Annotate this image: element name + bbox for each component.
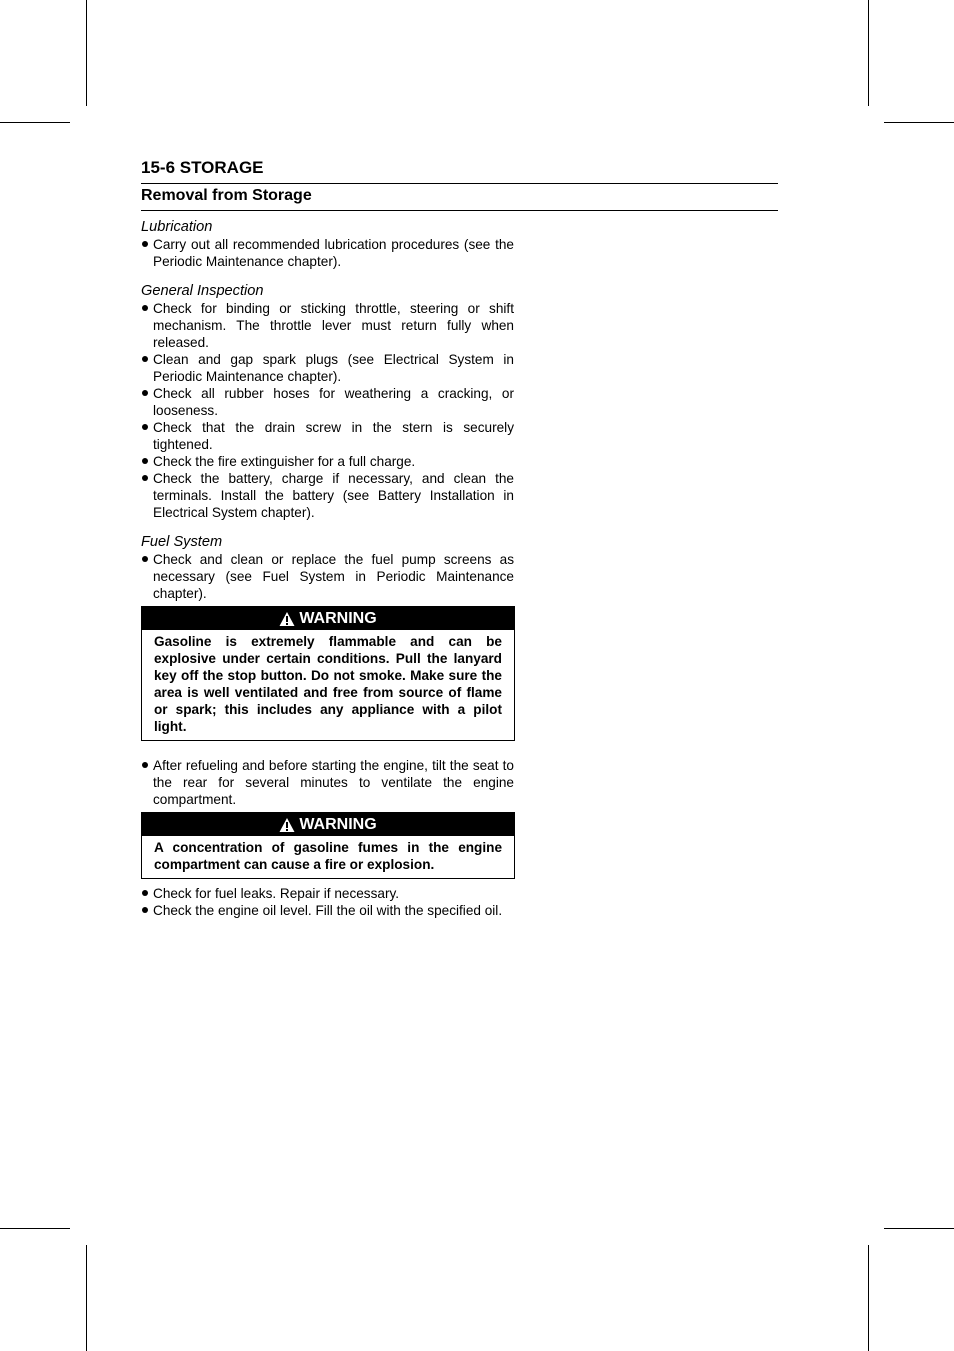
header-rule-top	[141, 183, 778, 184]
fuel-system-list-b	[141, 757, 514, 808]
list-item: Check that the drain screw in the stern is securely tightened.	[141, 419, 514, 453]
crop-mark-bottom-right-horizontal	[884, 1228, 954, 1229]
list-item: Carry out all recommended lubrication procedures (see the Periodic Maintenance chapter).	[141, 236, 514, 270]
crop-mark-bottom-left-horizontal	[0, 1228, 70, 1229]
fuel-system-list-c	[141, 885, 514, 919]
list-item: Check the battery, charge if necessary, and clean the terminals. Install the battery (see Battery Installation in Electrical System chapter).	[141, 470, 514, 521]
page-title: 15-6 STORAGE	[141, 158, 264, 177]
list-item: Check for binding or sticking throttle, steering or shift mechanism. The throttle lever must return fully when released.	[141, 300, 514, 351]
list-item: Check and clean or replace the fuel pump screens as necessary (see Fuel System in Periodic Maintenance chapter).	[141, 551, 514, 602]
list-item: Clean and gap spark plugs (see Electrical System in Periodic Maintenance chapter).	[141, 351, 514, 385]
fuel-system-list-a	[141, 551, 514, 602]
warning-label: WARNING	[299, 610, 377, 627]
list-item: Check the fire extinguisher for a full charge.	[141, 453, 514, 470]
warning-text: Gasoline is extremely flammable and can be explosive under certain conditions. Pull the lanyard key off the stop button. Do not smoke. Make sure the area is well ventilated and free from source of flame or spark; this includes any appliance with a pilot light.	[154, 634, 502, 734]
warning-text: A concentration of gasoline fumes in the engine compartment can cause a fire or explosion.	[154, 840, 502, 872]
content-column	[141, 218, 514, 919]
list-item: Check for fuel leaks. Repair if necessary.	[141, 885, 514, 902]
crop-mark-top-right-vertical	[868, 0, 869, 106]
warning-triangle-icon	[279, 817, 295, 833]
crop-mark-bottom-right-vertical	[868, 1245, 869, 1351]
general-inspection-heading: General Inspection	[141, 283, 264, 299]
lubrication-heading: Lubrication	[141, 219, 213, 235]
crop-mark-bottom-left-vertical	[86, 1245, 87, 1351]
header-rule-bottom	[141, 210, 778, 211]
list-item: Check all rubber hoses for weathering a cracking, or looseness.	[141, 385, 514, 419]
warning-triangle-icon	[279, 611, 295, 627]
fuel-system-heading: Fuel System	[141, 534, 223, 550]
crop-mark-top-right-horizontal	[884, 122, 954, 123]
warning-header	[142, 607, 514, 630]
warning-header	[142, 813, 514, 836]
lubrication-list	[141, 236, 514, 270]
warning-label: WARNING	[299, 816, 377, 833]
warning-box-fumes	[141, 812, 515, 879]
list-item: After refueling and before starting the engine, tilt the seat to the rear for several minutes to ventilate the engine compartment.	[141, 757, 514, 808]
list-item: Check the engine oil level. Fill the oil with the specified oil.	[141, 902, 514, 919]
crop-mark-top-left-horizontal	[0, 122, 70, 123]
crop-mark-top-left-vertical	[86, 0, 87, 106]
general-inspection-list	[141, 300, 514, 521]
section-title: Removal from Storage	[141, 187, 312, 204]
warning-box-flammable	[141, 606, 515, 741]
